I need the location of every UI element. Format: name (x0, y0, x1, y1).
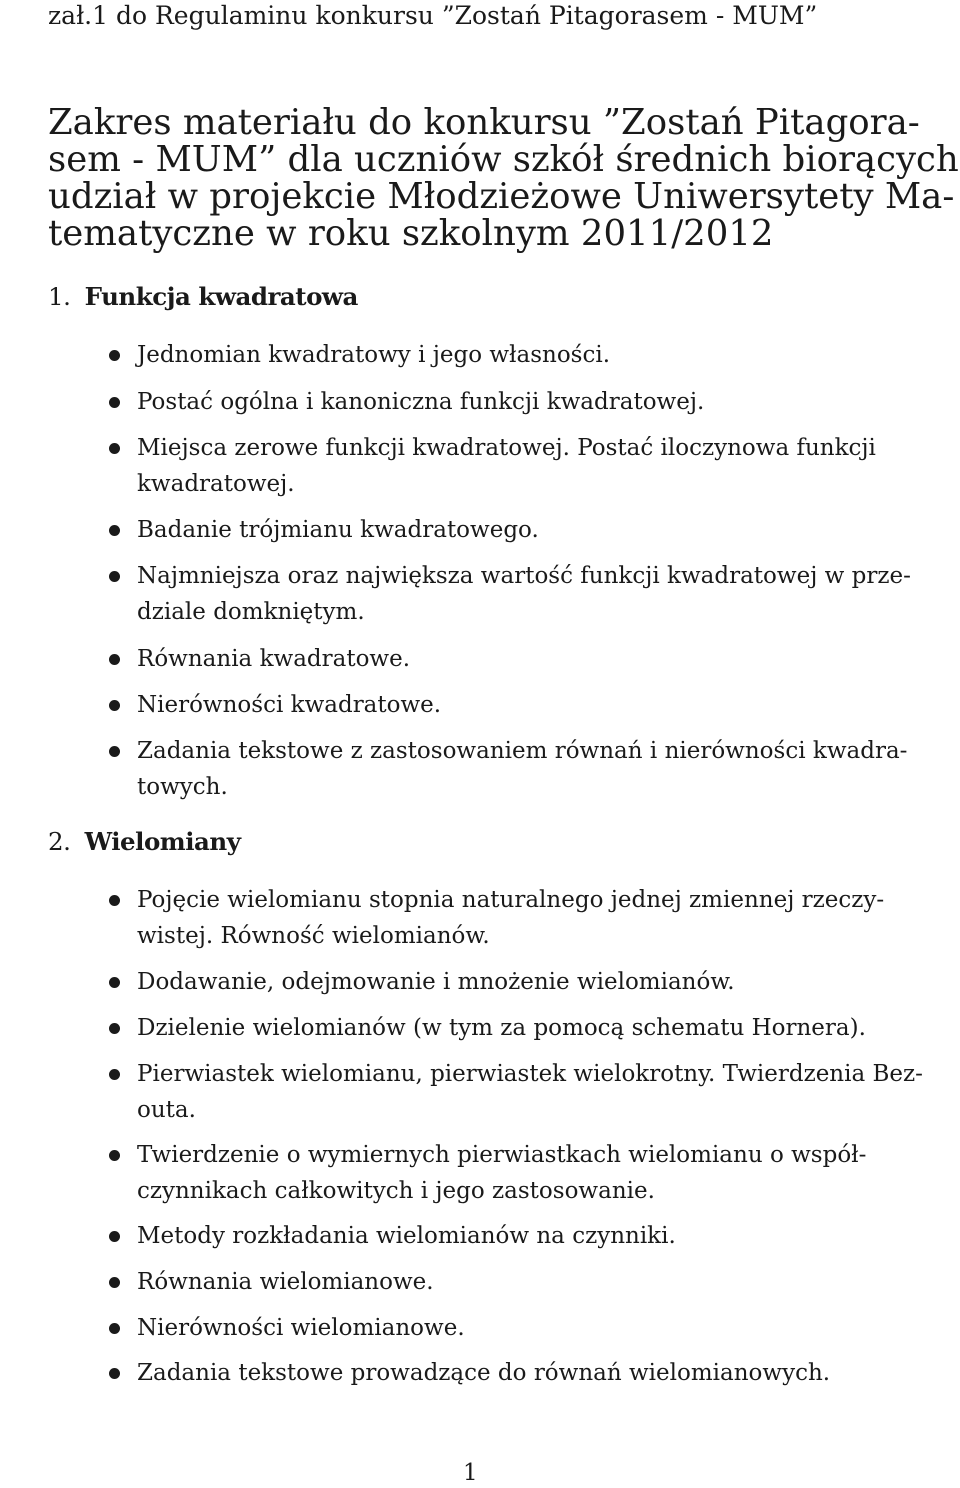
list-item (137, 641, 959, 677)
list-item (137, 1355, 959, 1391)
section-heading-2 (48, 826, 240, 858)
list-item (137, 1010, 959, 1046)
list-item-line: Zadania tekstowe prowadzące do równań wielomianowych. (137, 1360, 831, 1386)
list-item-line: towych. (137, 774, 228, 800)
list-item-line: Równania wielomianowe. (137, 1269, 434, 1295)
page-number: 1 (463, 1460, 478, 1486)
list-item (137, 882, 959, 954)
section-label: Wielomiany (84, 827, 241, 856)
list-item (137, 1218, 959, 1254)
list-item (137, 512, 959, 548)
list-item-line: Miejsca zerowe funkcji kwadratowej. Postać iloczynowa funkcji (137, 435, 876, 461)
title-line: Zakres materiału do konkursu ”Zostań Pitagora- (48, 102, 920, 143)
list-item (137, 1137, 959, 1209)
bullet-icon (109, 654, 120, 665)
document-title (48, 102, 959, 254)
bullet-icon (109, 350, 120, 361)
bullet-icon (109, 1368, 120, 1379)
title-line: udział w projekcie Młodzieżowe Uniwersytety Ma- (48, 176, 955, 217)
title-line: sem - MUM” dla uczniów szkół średnich biorących (48, 139, 959, 180)
bullet-icon (109, 977, 120, 988)
bullet-icon (109, 1023, 120, 1034)
list-item (137, 1310, 959, 1346)
title-line: tematyczne w roku szkolnym 2011/2012 (48, 213, 774, 254)
list-item-line: dziale domkniętym. (137, 599, 365, 625)
list-item (137, 1056, 959, 1128)
list-item-line: Dzielenie wielomianów (w tym za pomocą schematu Hornera). (137, 1015, 866, 1041)
list-item (137, 558, 959, 630)
list-item-line: Pojęcie wielomianu stopnia naturalnego jednej zmiennej rzeczy- (137, 887, 885, 913)
bullet-icon (109, 746, 120, 757)
page-header: zał.1 do Regulaminu konkursu ”Zostań Pitagorasem - MUM” (48, 1, 818, 30)
list-item (137, 964, 959, 1000)
list-item-line: Nierówności kwadratowe. (137, 692, 442, 718)
section-number: 2. (48, 827, 71, 856)
list-item-line: Zadania tekstowe z zastosowaniem równań i nierówności kwadra- (137, 738, 908, 764)
list-item-line: Jednomian kwadratowy i jego własności. (137, 342, 611, 368)
list-item (137, 384, 959, 420)
list-item-line: czynnikach całkowitych i jego zastosowanie. (137, 1178, 655, 1204)
list-item (137, 430, 959, 502)
list-item-line: Metody rozkładania wielomianów na czynniki. (137, 1223, 676, 1249)
bullet-icon (109, 1277, 120, 1288)
list-item (137, 1264, 959, 1300)
list-item-line: Najmniejsza oraz największa wartość funkcji kwadratowej w prze- (137, 563, 911, 589)
bullet-icon (109, 1150, 120, 1161)
list-item-line: Badanie trójmianu kwadratowego. (137, 517, 539, 543)
bullet-icon (109, 525, 120, 536)
list-item (137, 733, 959, 805)
bullet-icon (109, 571, 120, 582)
list-item-line: Twierdzenie o wymiernych pierwiastkach wielomianu o współ- (137, 1142, 867, 1168)
list-item (137, 337, 959, 373)
bullet-icon (109, 443, 120, 454)
bullet-icon (109, 1069, 120, 1080)
list-item (137, 687, 959, 723)
list-item-line: Dodawanie, odejmowanie i mnożenie wielomianów. (137, 969, 735, 995)
bullet-icon (109, 700, 120, 711)
list-item-line: kwadratowej. (137, 471, 295, 497)
bullet-icon (109, 1231, 120, 1242)
list-item-line: Pierwiastek wielomianu, pierwiastek wielokrotny. Twierdzenia Bez- (137, 1061, 923, 1087)
bullet-icon (109, 895, 120, 906)
list-item-line: wistej. Równość wielomianów. (137, 923, 490, 949)
list-item-line: Postać ogólna i kanoniczna funkcji kwadratowej. (137, 389, 705, 415)
section-number: 1. (48, 282, 71, 311)
list-item-line: Równania kwadratowe. (137, 646, 411, 672)
list-item-line: Nierówności wielomianowe. (137, 1315, 465, 1341)
bullet-icon (109, 397, 120, 408)
section-heading-1 (48, 281, 358, 313)
bullet-icon (109, 1323, 120, 1334)
list-item-line: outa. (137, 1097, 196, 1123)
section-label: Funkcja kwadratowa (84, 282, 358, 311)
